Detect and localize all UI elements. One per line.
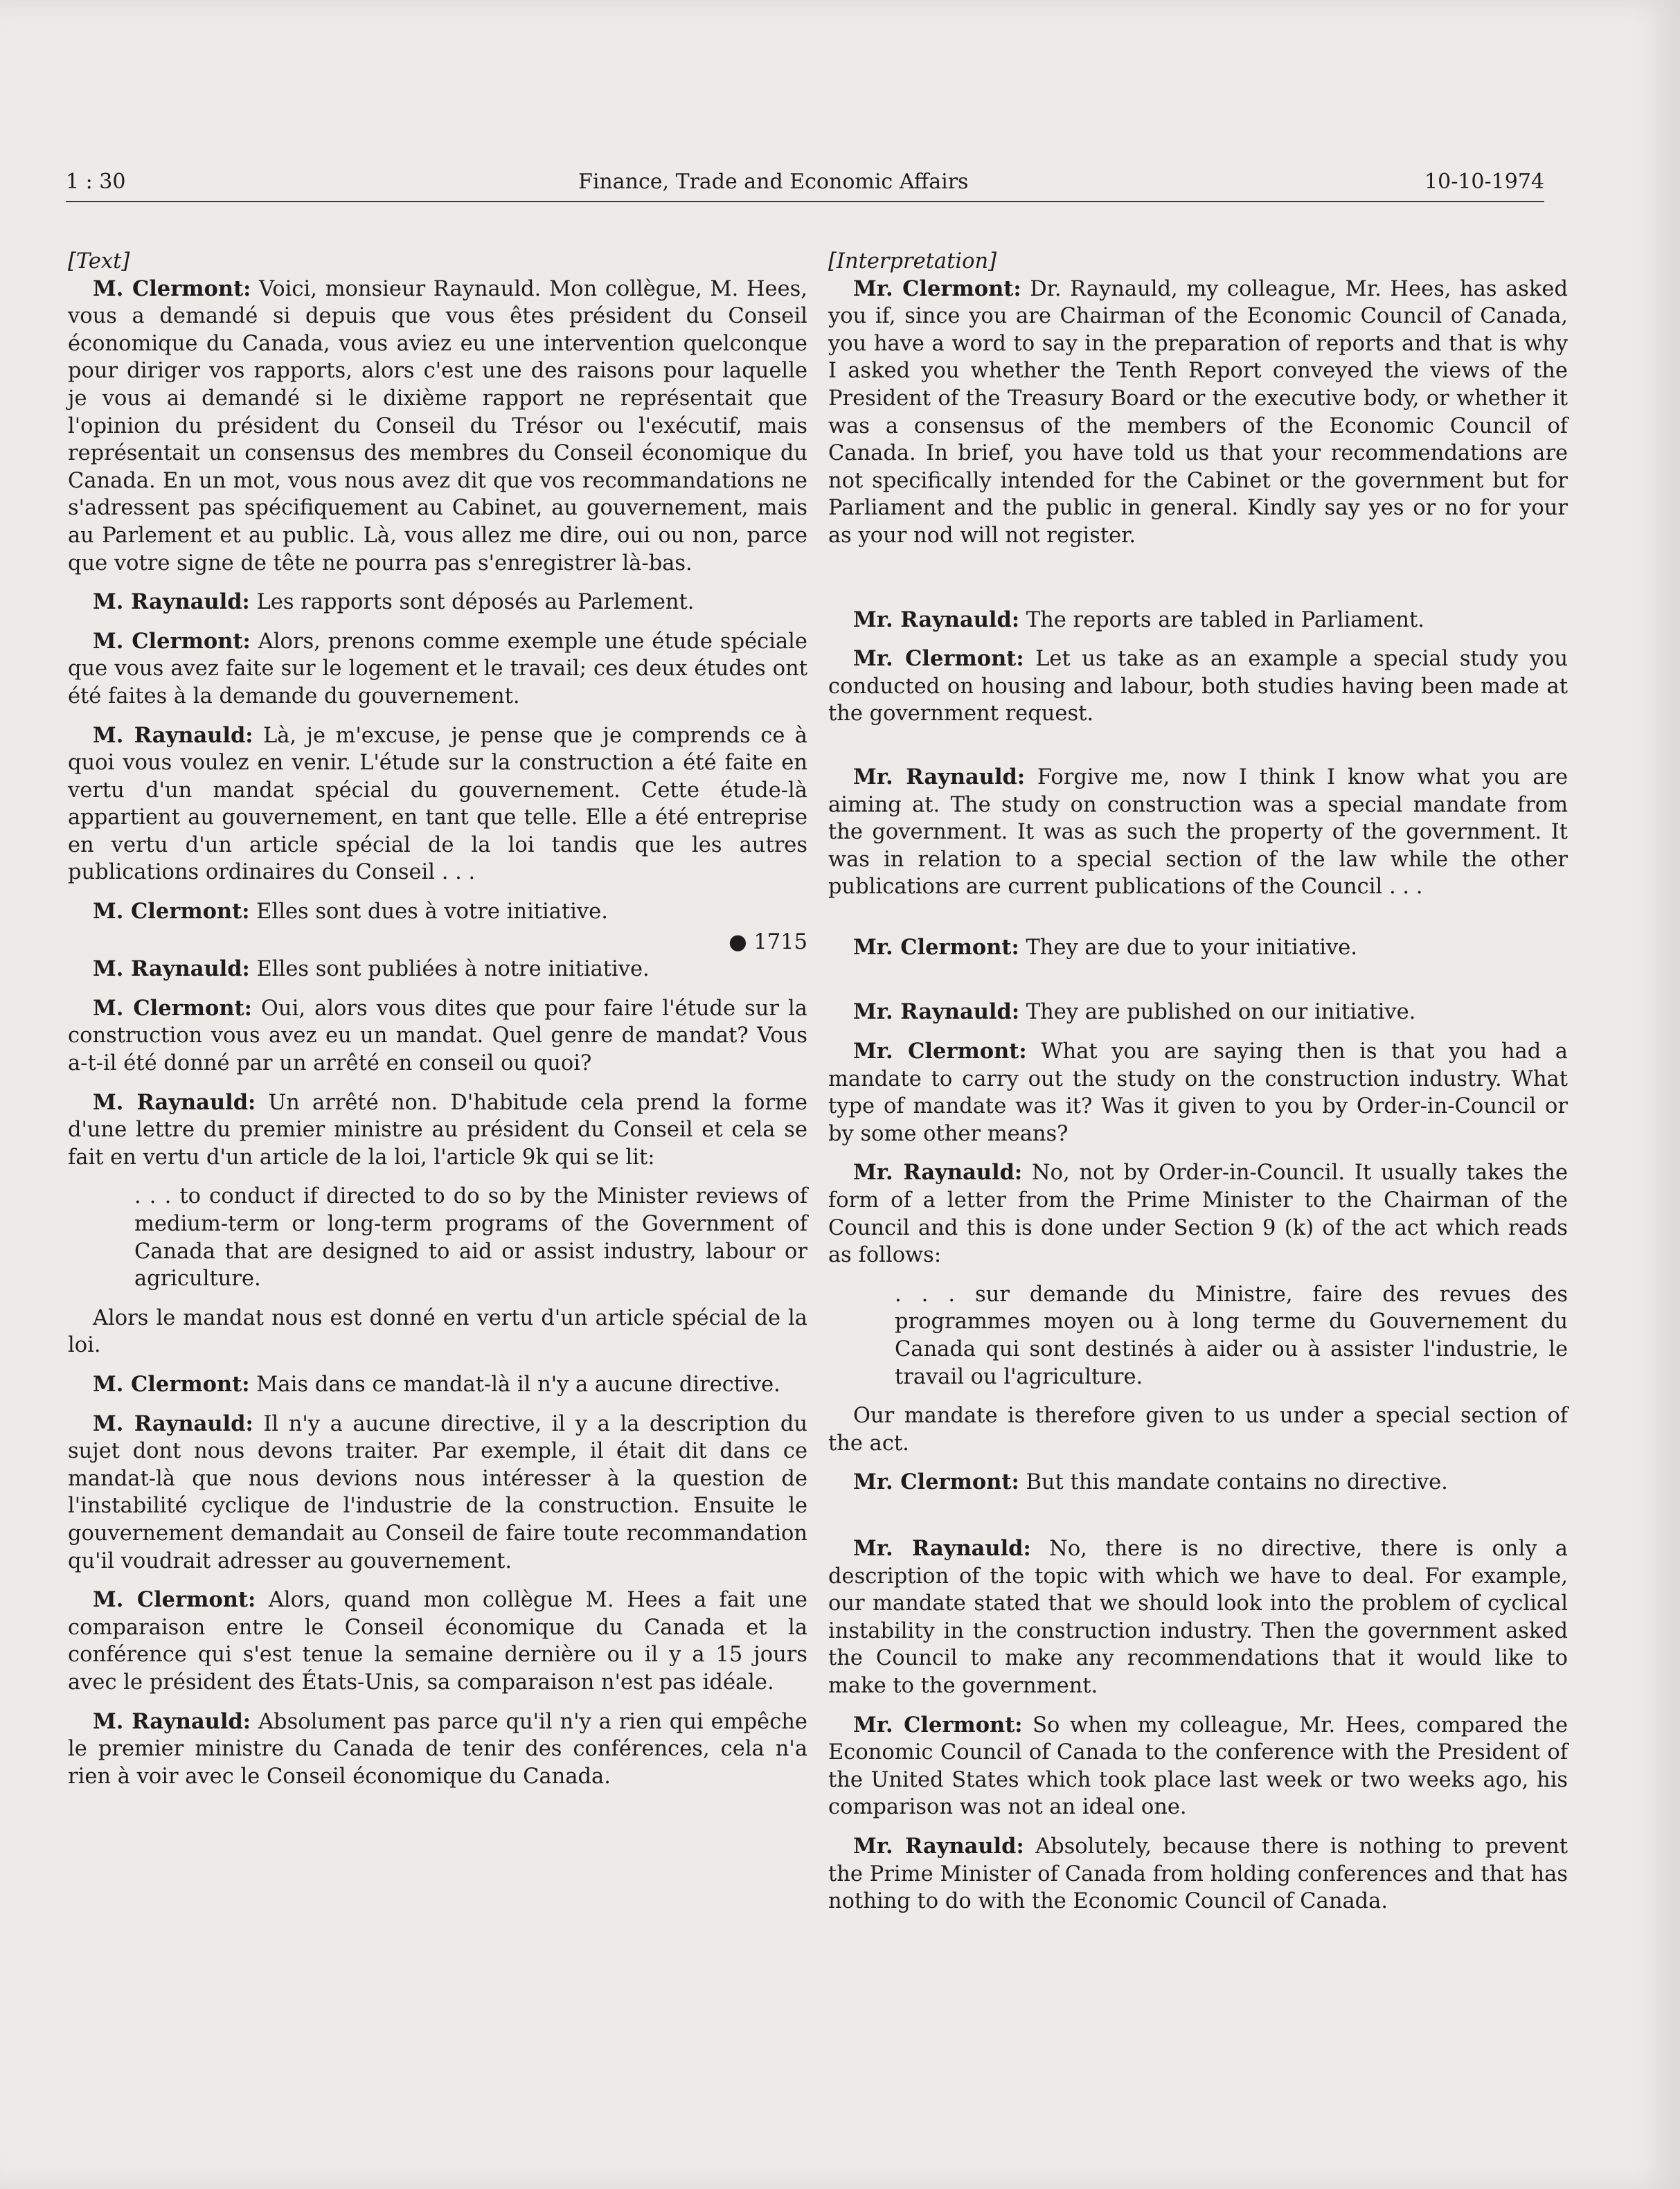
- paragraph: [68, 1708, 807, 1791]
- time-stamp: ● 1715: [729, 929, 807, 954]
- speaker-name: Mr. Clermont:: [853, 1469, 1019, 1495]
- quoted-statute: . . . to conduct if directed to do so by the Minister reviews of medium-term or long-term programs of the Government of Canada that are designed to aid or assist industry, labour or agriculture.: [134, 1184, 807, 1292]
- paragraph: [828, 1469, 1568, 1496]
- speech-text: No, not by Order-in-Council. It usually takes the form of a letter from the Prime Minister to the Chairman of the Council and this is done under Section 9 (k) of the act which reads as follows:: [828, 1161, 1568, 1268]
- paragraph: [68, 722, 807, 887]
- paragraph: [828, 1833, 1568, 1915]
- quoted-statute: . . . sur demande du Ministre, faire des revues des programmes moyen ou à long terme du Gouvernement du Canada qui sont destinés à aider ou à assister l'industrie, le travail ou l'agriculture.: [895, 1282, 1568, 1389]
- paragraph: [828, 1159, 1568, 1269]
- paragraph: [828, 607, 1568, 634]
- speaker-name: M. Raynauld:: [93, 589, 250, 615]
- section-label: [Interpretation]: [828, 249, 997, 274]
- speaker-name: M. Raynauld:: [93, 956, 250, 982]
- speaker-name: Mr. Raynauld:: [853, 1535, 1031, 1561]
- speaker-name: Mr. Raynauld:: [853, 1160, 1023, 1186]
- speaker-name: Mr. Clermont:: [853, 646, 1024, 672]
- speaker-name: Mr. Raynauld:: [853, 1833, 1024, 1859]
- speech-text: What you are saying then is that you had a mandate to carry out the study on the construction industry. What type of mandate was it? Was it given to you by Order-in-Council or by some other means?: [828, 1039, 1568, 1146]
- paragraph: [68, 898, 807, 926]
- sitting-date: 10-10-1974: [1424, 170, 1544, 194]
- committee-title: Finance, Trade and Economic Affairs: [578, 170, 969, 194]
- paragraph: [828, 276, 1568, 550]
- section-label: [Text]: [68, 249, 130, 274]
- speaker-name: M. Clermont:: [93, 995, 252, 1021]
- speech-text: Absolutely, because there is nothing to prevent the Prime Minister of Canada from holding conferences and that has nothing to do with the Economic Council of Canada.: [828, 1834, 1568, 1914]
- speaker-name: M. Raynauld:: [93, 1411, 253, 1436]
- speech-text: Forgive me, now I think I know what you are aiming at. The study on construction was a special mandate from the government. It was as such the property of the government. It was in relation to a special section of the law while the other publications are current publications of the Council . . .: [828, 765, 1569, 900]
- paragraph: [68, 628, 807, 711]
- paragraph: [68, 1371, 807, 1399]
- speaker-name: M. Clermont:: [93, 899, 250, 924]
- speaker-name: M. Clermont:: [93, 1371, 250, 1397]
- speech-text: Les rapports sont déposés au Parlement.: [249, 590, 695, 615]
- paragraph: [828, 645, 1568, 728]
- page-number: 1 : 30: [66, 170, 126, 194]
- speaker-name: M. Clermont:: [93, 628, 251, 654]
- speech-text: They are due to your initiative.: [1019, 935, 1357, 960]
- speech-text: The reports are tabled in Parliament.: [1019, 607, 1424, 632]
- speaker-name: M. Raynauld:: [93, 1089, 256, 1115]
- paragraph: Alors le mandat nous est donné en vertu d'un article spécial de la loi.: [68, 1305, 807, 1358]
- speech-text: So when my colleague, Mr. Hees, compared the Economic Council of Canada to the conference with the President of the United States which took place last week or two weeks ago, his comparison was not an ideal one.: [828, 1713, 1568, 1820]
- speaker-name: M. Raynauld:: [93, 1708, 251, 1734]
- speaker-name: Mr. Raynauld:: [853, 607, 1020, 632]
- speaker-name: Mr. Clermont:: [853, 1712, 1023, 1737]
- speech-text: Dr. Raynauld, my colleague, Mr. Hees, has asked you if, since you are Chairman of the Economic Council of Canada, you have a word to say in the preparation of reports and that is why I asked you whether the Tenth Report conveyed the views of the President of the Treasury Board or the executive body, or whether it was a consensus of the members of the Economic Council of Canada. In brief, you have told us that your recommendations are not specifically intended for the Cabinet or the government but for Parliament and the public in general. Kindly say yes or no for your as your nod will not register.: [828, 276, 1568, 548]
- paragraph: [68, 276, 807, 578]
- speaker-name: Mr. Clermont:: [853, 934, 1019, 960]
- speaker-name: Mr. Raynauld:: [853, 764, 1026, 789]
- speech-text: Mais dans ce mandat-là il n'y a aucune directive.: [249, 1372, 780, 1397]
- speech-text: Alors, prenons comme exemple une étude spéciale que vous avez faite sur le logement et le travail; ces deux études ont été faites à la demande du gouvernement.: [68, 629, 807, 708]
- english-column: [828, 248, 1568, 1915]
- paragraph: [68, 1089, 807, 1172]
- speaker-name: Mr. Clermont:: [853, 1039, 1027, 1064]
- speech-text: Alors, quand mon collègue M. Hees a fait une comparaison entre le Conseil économique du Canada et la conférence qui s'est tenue la semaine dernière ou il y a 15 jours avec le président des États-Unis, sa comparaison n'est pas idéale.: [68, 1588, 807, 1695]
- paragraph: [828, 764, 1568, 901]
- speaker-name: M. Clermont:: [93, 1587, 256, 1613]
- speech-text: Absolument pas parce qu'il n'y a rien qui empêche le premier ministre du Canada de tenir des conférences, cela n'a rien à voir avec le Conseil économique du Canada.: [68, 1709, 807, 1789]
- speech-text: Il n'y a aucune directive, il y a la description du sujet dont nous devons traiter. Par exemple, il était dit dans ce mandat-là que nous devions nous intéresser à la question de l'instabilité cyclique de l'industrie de la construction. Ensuite le gouvernement demandait au Conseil de faire toute recommandation qu'il voudrait adresser au gouvernement.: [68, 1411, 807, 1573]
- paragraph: [828, 1712, 1568, 1821]
- paragraph: [68, 956, 807, 983]
- paragraph: [68, 1411, 807, 1575]
- speaker-name: M. Clermont:: [93, 276, 251, 301]
- running-header: [66, 158, 1544, 202]
- speech-text: But this mandate contains no directive.: [1019, 1470, 1448, 1495]
- speech-text: They are published on our initiative.: [1019, 1000, 1416, 1025]
- paragraph: [828, 999, 1568, 1026]
- speech-text: Elles sont dues à votre initiative.: [249, 900, 608, 924]
- speech-text: Let us take as an example a special study you conducted on housing and labour, both studies having been made at the government request.: [828, 647, 1569, 726]
- french-column: [68, 248, 807, 1790]
- paragraph: [68, 589, 807, 616]
- speaker-name: Mr. Raynauld:: [853, 999, 1020, 1025]
- speaker-name: M. Raynauld:: [93, 722, 253, 748]
- paragraph: [68, 995, 807, 1078]
- speaker-name: Mr. Clermont:: [853, 276, 1021, 301]
- speech-text: Un arrêté non. D'habitude cela prend la forme d'une lettre du premier ministre au président du Conseil et cela se fait en vertu d'un article de la loi, l'article 9k qui se lit:: [68, 1090, 807, 1170]
- paragraph: [68, 1587, 807, 1696]
- paragraph: [828, 934, 1568, 962]
- speech-text: No, there is no directive, there is only a description of the topic with which we have to deal. For example, our mandate stated that we should look into the problem of cyclical instability in the construction industry. Then the government asked the Council to make any recommendations that it would like to make to the government.: [828, 1536, 1568, 1698]
- paragraph: [828, 1038, 1568, 1147]
- paragraph: [828, 1535, 1568, 1700]
- paragraph: Our mandate is therefore given to us under a special section of the act.: [828, 1404, 1568, 1456]
- speech-text: Voici, monsieur Raynauld. Mon collègue, M. Hees, vous a demandé si depuis que vous êtes président du Conseil économique du Canada, vous aviez eu une intervention quelconque pour diriger vos rapports, alors c'est une des raisons pour laquelle je vous ai demandé si le dixième rapport ne représentait que l'opinion du président du Conseil du Trésor ou l'exécutif, mais représentait un consensus des membres du Conseil économique du Canada. En un mot, vous nous avez dit que vos recommandations ne s'adressent pas spécifiquement au Cabinet, au gouvernement, mais au Parlement et au public. Là, vous allez me dire, oui ou non, parce que votre signe de tête ne pourra pas s'enregistrer là-bas.: [68, 276, 807, 575]
- speech-text: Là, je m'excuse, je pense que je comprends ce à quoi vous voulez en venir. L'étude sur la construction a été faite en vertu d'un mandat spécial du gouvernement. Cette étude-là appartient au gouvernement, en tant que telle. Elle a été entreprise en vertu d'un article spécial de la loi tandis que les autres publications ordinaires du Conseil . . .: [68, 723, 807, 885]
- speech-text: Elles sont publiées à notre initiative.: [249, 957, 650, 982]
- speech-text: Oui, alors vous dites que pour faire l'étude sur la construction vous avez eu un mandat. Quel genre de mandat? Vous a-t-il été donné par un arrêté en conseil ou quoi?: [68, 996, 807, 1076]
